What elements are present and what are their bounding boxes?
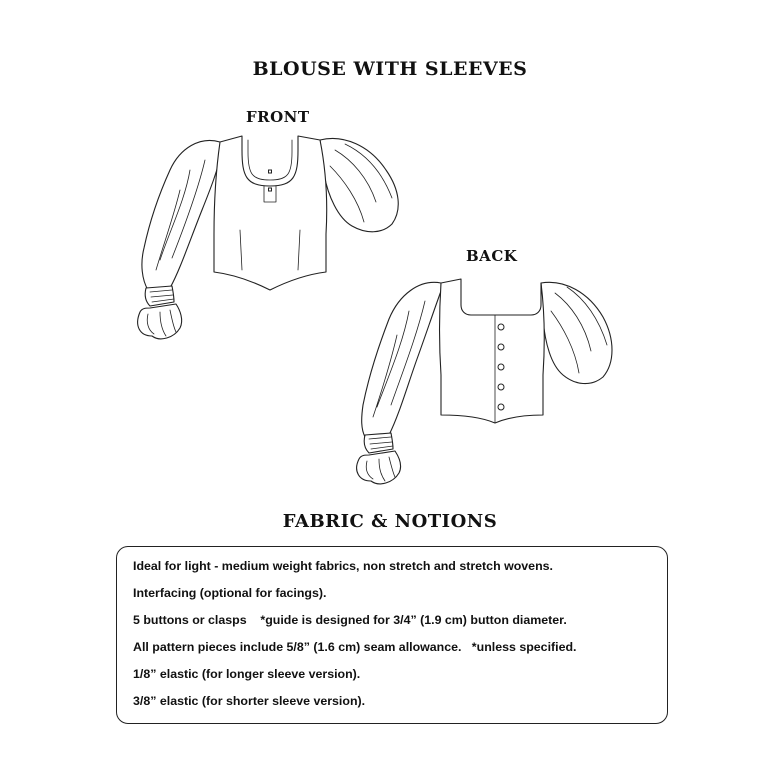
back-view-label: BACK: [466, 247, 518, 265]
note-line: 1/8” elastic (for longer sleeve version).: [133, 667, 361, 681]
note-line: All pattern pieces include 5/8” (1.6 cm) seam allowance. *unless specified.: [133, 640, 577, 654]
fabric-notions-heading: FABRIC & NOTIONS: [282, 511, 498, 532]
fabric-notions-box: [116, 546, 668, 724]
back-blouse-illustration: [345, 275, 625, 485]
note-line: Ideal for light - medium weight fabrics, non stretch and stretch wovens.: [133, 559, 553, 573]
note-line: 3/8” elastic (for shorter sleeve version).: [133, 694, 366, 708]
front-view-label: FRONT: [246, 108, 310, 126]
note-line: 5 buttons or clasps *guide is designed for 3/4” (1.9 cm) button diameter.: [133, 613, 567, 627]
page-title: BLOUSE WITH SLEEVES: [252, 58, 528, 80]
note-line: Interfacing (optional for facings).: [133, 586, 327, 600]
